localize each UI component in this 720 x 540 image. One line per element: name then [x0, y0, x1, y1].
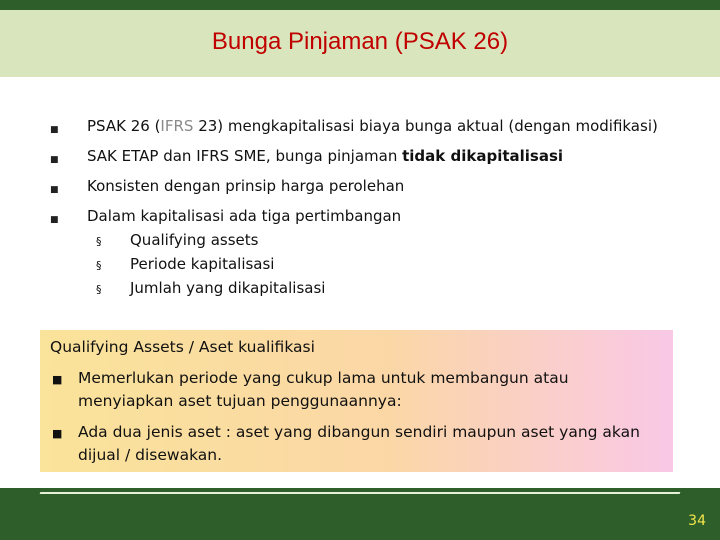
- bullet-list: [50, 116, 710, 302]
- bullet-marker: ■: [52, 427, 63, 440]
- bullet-marker: ■: [50, 185, 59, 195]
- sub-bullet-marker: §: [96, 283, 102, 296]
- bullet-text: PSAK 26 (: [87, 117, 161, 135]
- box-title: Qualifying Assets / Aset kualifikasi: [50, 338, 315, 356]
- box-item-text: Ada dua jenis aset : aset yang dibangun sendiri maupun aset yang akan dijual / disewakan.: [78, 423, 640, 464]
- bullet-item: [50, 146, 710, 176]
- sub-bullet-list: [96, 230, 720, 302]
- qualifying-assets-box: [40, 330, 673, 472]
- bullet-text-bold: tidak dikapitalisasi: [402, 147, 564, 165]
- sub-bullet-marker: §: [96, 235, 102, 248]
- bottom-band: [0, 488, 720, 540]
- box-item-text: Memerlukan periode yang cukup lama untuk membangun atau menyiapkan aset tujuan penggunaannya:: [78, 369, 569, 410]
- bullet-text-highlight: IFRS: [160, 117, 194, 135]
- bullet-text: Konsisten dengan prinsip harga perolehan: [87, 177, 405, 195]
- bullet-marker: ■: [52, 373, 63, 386]
- page-number: 34: [688, 513, 706, 529]
- sub-bullet-text: Qualifying assets: [130, 231, 259, 249]
- sub-bullet-marker: §: [96, 259, 102, 272]
- bullet-text: SAK ETAP dan IFRS SME, bunga pinjaman: [87, 147, 403, 165]
- sub-bullet-text: Periode kapitalisasi: [130, 255, 275, 273]
- bullet-marker: ■: [50, 215, 59, 225]
- sub-bullet-item: [96, 278, 720, 302]
- bullet-item: [50, 116, 710, 146]
- sub-bullet-text: Jumlah yang dikapitalisasi: [130, 279, 326, 297]
- bullet-item: [50, 206, 710, 230]
- bullet-marker: ■: [50, 125, 59, 135]
- bullet-marker: ■: [50, 155, 59, 165]
- top-band: [0, 0, 720, 10]
- sub-bullet-item: [96, 254, 720, 278]
- bullet-text: Dalam kapitalisasi ada tiga pertimbangan: [87, 207, 402, 225]
- bullet-item: [50, 176, 710, 206]
- slide-title: Bunga Pinjaman (PSAK 26): [211, 28, 509, 55]
- sub-bullet-item: [96, 230, 720, 254]
- bottom-divider: [40, 492, 681, 494]
- bullet-text: 23) mengkapitalisasi biaya bunga aktual (dengan modifikasi): [193, 117, 658, 135]
